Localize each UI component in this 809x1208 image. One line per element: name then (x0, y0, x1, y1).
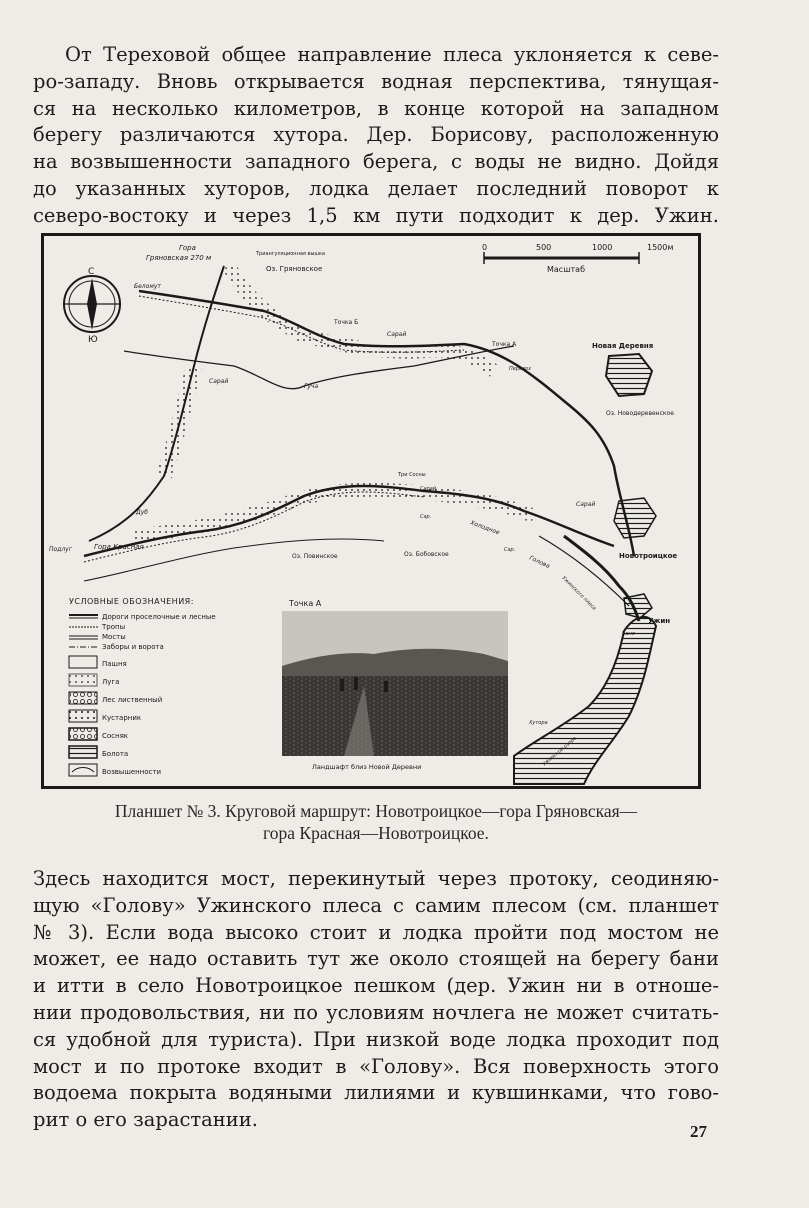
text-line: до указанных хуторов, лодка делает последний поворот к (33, 176, 719, 200)
legend-item: Сосняк (102, 732, 129, 740)
photo-caption: Ландшафт близ Новой Деревни (312, 763, 422, 771)
text-line: северо-востоку и через 1,5 км пути подходит к дер. Ужин. (33, 203, 719, 227)
map-label: Хутора (529, 720, 548, 726)
map-label: Гряновская 270 м (146, 254, 212, 262)
map-label: Ужин (648, 617, 671, 625)
legend-item: Заборы и ворота (102, 643, 164, 651)
map-label: Беломут (134, 283, 161, 290)
legend-item: Кустарник (102, 714, 142, 722)
map-label: Гуча (304, 383, 319, 390)
text-line: ся удобной для туриста). При низкой воде лодка проходит под (33, 1027, 719, 1051)
map-label: Новая Деревня (592, 342, 654, 350)
map-label: Сар. (420, 514, 432, 520)
legend-item: Возвышенности (102, 768, 162, 776)
map-label: Новотроицкое (619, 552, 678, 560)
legend-title: УСЛОВНЫЕ ОБОЗНАЧЕНИЯ: (69, 597, 194, 606)
map-label: Гора (179, 244, 196, 252)
legend-item: Дороги проселочные и лесные (102, 613, 216, 621)
map-caption (33, 800, 719, 844)
compass-south: Ю (88, 335, 98, 345)
map-label: Сарай (209, 378, 229, 385)
text-line: ро-западу. Вновь открывается водная перспектива, тянущая- (33, 69, 719, 93)
text-line: может, ее надо оставить тут же около стоящей на берегу бани (33, 947, 719, 971)
scale-label: Масштаб (547, 265, 586, 274)
text-line: щую «Голову» Ужинского плеса с самим плесом (см. планшет (33, 893, 719, 917)
map-label: Оз. Новодеревенское (606, 410, 674, 417)
text-line: нии продовольствия, ни по условиям ночлега не может считать- (33, 1000, 719, 1024)
text-line: Здесь находится мост, перекинутый через протоку, сеодиняю- (33, 867, 719, 890)
scale-tick: 1500м (647, 243, 674, 252)
route-map (41, 233, 701, 789)
map-label: Три Сосны (398, 472, 426, 478)
map-label: Ужинского плеса (560, 575, 598, 612)
compass-icon (64, 267, 120, 345)
text-line: берегу различаются хутора. Дер. Борисову, расположенную (33, 123, 719, 147)
map-label: Ужинское озеро (541, 735, 578, 768)
map-label: Точка А (492, 341, 517, 348)
map-label: Подлуг (49, 546, 72, 553)
map-label: Холодное (469, 519, 501, 537)
map-label: Баня (622, 631, 635, 637)
legend-item: Лес лиственный (102, 696, 163, 704)
map-label: Триангуляционная вышка (256, 251, 326, 257)
lake-uzhinskoe (514, 617, 656, 784)
scale-tick: 500 (536, 243, 552, 252)
text-line: ся на несколько километров, в конце которой на западном (33, 96, 719, 120)
village-novotroitskoe (614, 498, 656, 538)
legend-item: Болота (102, 750, 129, 758)
map-label: Сарай (387, 331, 407, 338)
map-label: Сар. (504, 547, 516, 553)
scale-bar (482, 243, 673, 274)
text-line: на возвышенности западного берега, с воды не видно. Дойдя (33, 150, 719, 174)
legend-item: Мосты (102, 633, 126, 641)
compass-north: С (88, 267, 95, 277)
map-label: Оз. Гряновское (266, 265, 323, 273)
map-label: Дуб (136, 509, 148, 516)
map-label: Голова (528, 554, 551, 570)
text-line: водоема покрыта водяными лилиями и кувшинками, что гово- (33, 1081, 719, 1105)
page-number: 27 (690, 1122, 707, 1141)
text-line: № 3). Если вода высоко стоит и лодка пройти под мостом не (33, 920, 719, 944)
scale-tick: 1000 (592, 243, 613, 252)
scale-tick: 0 (482, 243, 488, 252)
body-paragraph (33, 866, 719, 1134)
legend-item: Тропы (102, 623, 126, 631)
map-label: Гора Красная (94, 543, 144, 551)
map-legend (69, 597, 216, 776)
map-label: Перевоз (509, 366, 531, 372)
legend-item: Пашня (102, 660, 127, 668)
map-label: Оз. Повинское (292, 553, 338, 560)
legend-item: Луга (102, 678, 120, 686)
inset-photo (282, 599, 508, 771)
text-line: рит о его зарастании. (33, 1108, 258, 1132)
caption-line: гора Красная—Новотроицкое. (263, 823, 489, 843)
photo-title: Точка А (289, 599, 322, 608)
map-label: Точка Б (334, 319, 359, 326)
text-line: и итти в село Новотроицкое пешком (дер. Ужин ни в отноше- (33, 974, 719, 998)
map-drawing (44, 236, 698, 786)
map-label: Сарай (576, 501, 596, 508)
map-label: Оз. Бобовское (404, 551, 449, 558)
text-line: мост и по протоке входит в «Голову». Вся поверхность этого (33, 1054, 719, 1078)
text-line: От Тереховой общее направление плеса уклоняется к севе- (65, 43, 719, 66)
intro-paragraph (33, 42, 719, 230)
caption-line: Планшет № 3. Круговой маршрут: Новотроицкое—гора Гряновская— (114, 801, 638, 821)
map-label: Сарай (420, 486, 437, 492)
